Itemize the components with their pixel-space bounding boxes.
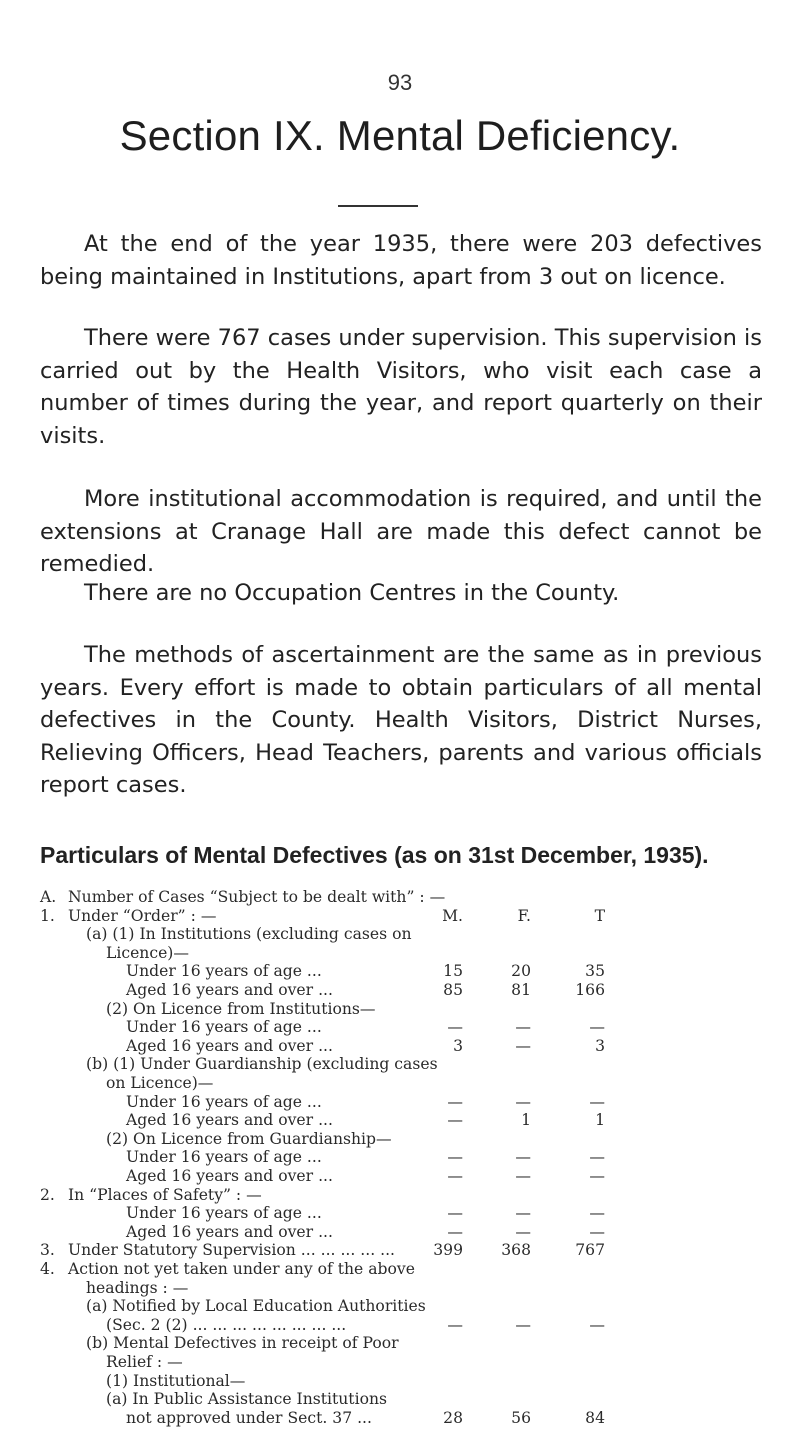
value-male: — — [447, 1148, 463, 1167]
value-female: — — [515, 1018, 531, 1037]
value-male: 3 — [453, 1036, 463, 1055]
row-label: In “Places of Safety” : — — [68, 1185, 262, 1204]
table-title: Particulars of Mental Defectives (as on 31st December, 1935). — [40, 842, 709, 868]
value-male: — — [447, 1204, 463, 1223]
value-male: 15 — [443, 962, 463, 981]
row-label: Under “Order” : — — [68, 906, 217, 925]
row-label: (1) Institutional— — [106, 1371, 246, 1390]
row-label: (b) Mental Defectives in receipt of Poor — [86, 1334, 399, 1353]
value-total: — — [589, 1315, 605, 1334]
paragraph-supervision: There were 767 cases under supervision. This supervision is carried out by the Health Visitors, who visit each case a number of times during the year, and report quarterly on their visits. — [40, 325, 762, 449]
title-divider — [338, 205, 418, 207]
value-female: 368 — [501, 1241, 531, 1260]
row-label: Aged 16 years and over ... — [126, 1167, 333, 1185]
value-female: — — [515, 1315, 531, 1334]
row-label: Aged 16 years and over ... — [126, 1111, 333, 1130]
row-label: Under 16 years of age ... — [126, 1204, 322, 1223]
value-male: — — [447, 1315, 463, 1334]
row-label: Under 16 years of age ... — [126, 1018, 322, 1037]
row-label: not approved under Sect. 37 ... — [126, 1408, 372, 1427]
row-label: Number of Cases “Subject to be dealt with” : — — [68, 888, 446, 906]
row-label: (2) On Licence from Institutions— — [106, 999, 376, 1018]
table-row — [0, 1409, 800, 1431]
value-total: 84 — [585, 1408, 605, 1427]
row-label: Aged 16 years and over ... — [126, 1222, 333, 1241]
row-label: Relief : — — [106, 1353, 183, 1371]
value-male: — — [447, 1222, 463, 1241]
value-total: 1 — [595, 1111, 605, 1130]
value-total: 166 — [575, 981, 605, 999]
row-number: 4. — [40, 1260, 55, 1278]
value-male: 28 — [443, 1408, 463, 1427]
value-total: 767 — [575, 1241, 605, 1260]
value-male: M. — [442, 906, 463, 925]
value-total: — — [589, 1167, 605, 1185]
paragraph-ascertainment: The methods of ascertainment are the same as in previous years. Every effort is made to obtain particulars of all mental defectives in the County. Health Visitors, District Nurses, Relieving Officers, Head Teachers, parents and various officials report cases. — [40, 642, 762, 798]
value-female: — — [515, 1204, 531, 1223]
row-label: Action not yet taken under any of the above — [68, 1260, 415, 1278]
row-label: headings : — — [86, 1278, 189, 1297]
value-total: — — [589, 1018, 605, 1037]
paragraph-occupation-centres: There are no Occupation Centres in the County. — [84, 580, 620, 606]
value-female: — — [515, 1167, 531, 1185]
row-number: 3. — [40, 1241, 55, 1260]
row-number: A. — [40, 888, 57, 906]
row-label: Licence)— — [106, 943, 189, 962]
row-label: Aged 16 years and over ... — [126, 1036, 333, 1055]
value-female: — — [515, 1092, 531, 1111]
row-label: Under Statutory Supervision ... ... ... ... ... — [68, 1241, 395, 1260]
value-female: 81 — [511, 981, 531, 999]
value-total: — — [589, 1204, 605, 1223]
row-label: on Licence)— — [106, 1074, 214, 1092]
row-label: Under 16 years of age ... — [126, 962, 322, 981]
value-total: T — [594, 906, 605, 925]
row-label: Under 16 years of age ... — [126, 1148, 322, 1167]
paragraph-accommodation: More institutional accommodation is required, and until the extensions at Cranage Hall are made this defect cannot be remedied. — [40, 486, 762, 577]
value-total: 35 — [585, 962, 605, 981]
row-label: (b) (1) Under Guardianship (excluding cases — [86, 1055, 438, 1074]
value-female: — — [515, 1148, 531, 1167]
row-number: 1. — [40, 906, 55, 925]
value-male: 85 — [443, 981, 463, 999]
row-label: (a) Notified by Local Education Authorities — [86, 1297, 426, 1316]
row-label: (a) In Public Assistance Institutions — [106, 1390, 387, 1409]
value-female: 56 — [511, 1408, 531, 1427]
paragraph-defectives: At the end of the year 1935, there were 203 defectives being maintained in Institutions, apart from 3 out on licence. — [40, 231, 762, 290]
row-number: 2. — [40, 1185, 55, 1204]
value-male: — — [447, 1167, 463, 1185]
value-total: — — [589, 1222, 605, 1241]
value-female: 20 — [511, 962, 531, 981]
value-total: 3 — [595, 1036, 605, 1055]
value-male: 399 — [433, 1241, 463, 1260]
value-female: 1 — [521, 1111, 531, 1130]
value-male: — — [447, 1092, 463, 1111]
page-number: 93 — [387, 70, 413, 95]
value-female: — — [515, 1036, 531, 1055]
row-label: Aged 16 years and over ... — [126, 981, 333, 999]
value-female: F. — [517, 906, 531, 925]
value-total: — — [589, 1148, 605, 1167]
row-label: (2) On Licence from Guardianship— — [106, 1129, 392, 1148]
value-male: — — [447, 1018, 463, 1037]
page-title: Section IX. Mental Deficiency. — [119, 112, 681, 159]
row-label: (a) (1) In Institutions (excluding cases on — [86, 925, 412, 944]
value-female: — — [515, 1222, 531, 1241]
row-label: Under 16 years of age ... — [126, 1092, 322, 1111]
value-male: — — [447, 1111, 463, 1130]
value-total: — — [589, 1092, 605, 1111]
row-label: (Sec. 2 (2) ... ... ... ... ... ... ... ... — [106, 1315, 347, 1334]
